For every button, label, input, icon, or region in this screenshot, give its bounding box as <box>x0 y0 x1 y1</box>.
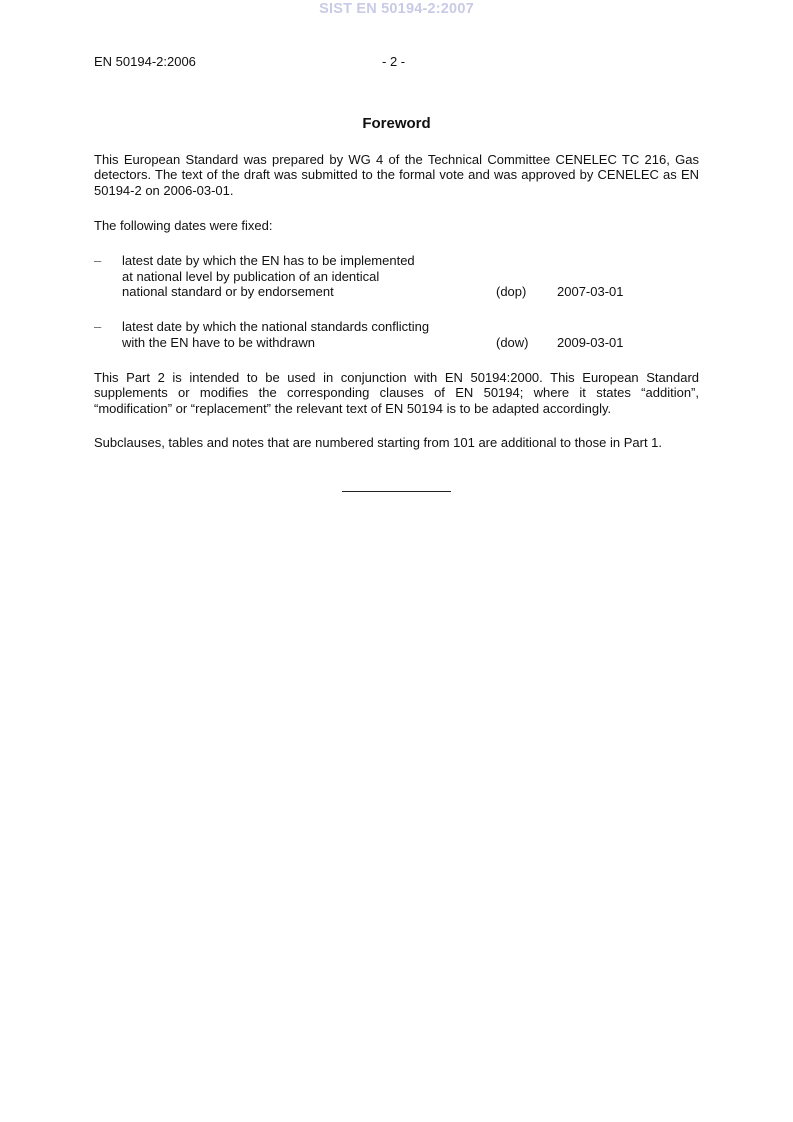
date-abbreviation: (dop) <box>496 284 527 299</box>
page-number: - 2 - <box>382 54 406 69</box>
bullet-dash: – <box>94 319 102 334</box>
foreword-paragraph-4: Subclauses, tables and notes that are numbered starting from 101 are additional to those in Part 1. <box>94 435 663 450</box>
bullet-dash: – <box>94 253 102 268</box>
date-abbreviation: (dow) <box>496 334 529 350</box>
description-line: national standard or by endorsement <box>122 284 334 299</box>
end-rule <box>342 491 451 492</box>
date-item-description <box>122 319 492 350</box>
foreword-paragraph-1: This European Standard was prepared by WG 4 of the Technical Committee CENELEC TC 216, Gas detectors. The text of the draft was submitted to the formal vote and was approved by CENELEC as EN 50194-2 on 2006-03-01. <box>94 152 699 198</box>
date-value: 2009-03-01 <box>557 334 624 350</box>
description-line: with the EN have to be withdrawn <box>122 334 315 350</box>
date-item-description <box>122 253 492 300</box>
description-line: at national level by publication of an identical <box>122 268 380 284</box>
foreword-paragraph-3: This Part 2 is intended to be used in conjunction with EN 50194:2000. This European Standard supplements or modifies the corresponding clauses of EN 50194; where it states “addition”, “modification” or “replacement” the relevant text of EN 50194 is to be adapted accordingly. <box>94 370 699 416</box>
date-value: 2007-03-01 <box>557 284 624 299</box>
description-line: latest date by which the national standards conflicting <box>122 319 430 334</box>
dates-intro: The following dates were fixed: <box>94 218 273 233</box>
description-line: latest date by which the EN has to be implemented <box>122 253 415 268</box>
document-id: EN 50194-2:2006 <box>94 54 196 69</box>
date-item-dow <box>94 319 699 350</box>
watermark: SIST EN 50194-2:2007 <box>319 1 474 17</box>
page-title: Foreword <box>362 115 431 132</box>
date-item-dop <box>94 253 699 300</box>
